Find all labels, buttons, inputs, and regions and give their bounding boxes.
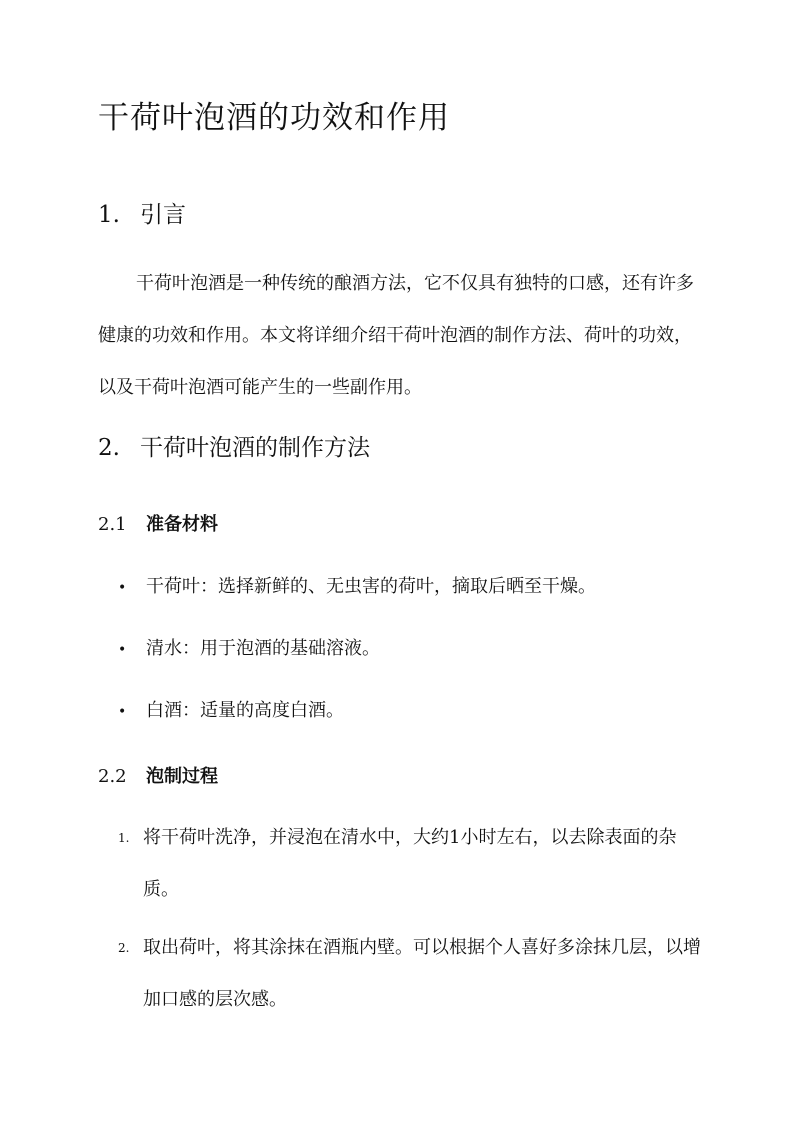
subsection-heading-process (98, 762, 218, 788)
section-title: 干荷叶泡酒的制作方法 (140, 435, 370, 461)
subsection-heading-materials (98, 510, 218, 536)
section-heading-introduction (98, 196, 186, 229)
list-item (118, 634, 380, 660)
list-item-text: 白酒：适量的高度白酒。 (146, 700, 344, 721)
bullet-icon: • (118, 704, 127, 720)
section-heading-method (98, 429, 370, 462)
subsection-number: 2.1 (98, 514, 127, 535)
introduction-paragraph: 干荷叶泡酒是一种传统的酿酒方法，它不仅具有独特的口感，还有许多健康的功效和作用。本文将详细介绍干荷叶泡酒的制作方法、荷叶的功效，以及干荷叶泡酒可能产生的一些副作用。 (98, 273, 694, 398)
list-item-text: 清水：用于泡酒的基础溶液。 (146, 638, 380, 659)
section-number: 2. (98, 435, 120, 461)
subsection-title: 准备材料 (146, 514, 218, 535)
list-item (118, 812, 708, 916)
document-title: 干荷叶泡酒的功效和作用 (98, 100, 450, 136)
list-item-text: 干荷叶：选择新鲜的、无虫害的荷叶，摘取后晒至干燥。 (146, 576, 596, 597)
list-item (118, 572, 596, 598)
section-number: 1. (98, 202, 120, 228)
bullet-icon: • (118, 642, 127, 658)
list-number: 1. (118, 831, 130, 845)
subsection-number: 2.2 (98, 766, 127, 787)
subsection-title: 泡制过程 (146, 766, 218, 787)
list-item-text: 将干荷叶洗净，并浸泡在清水中，大约1小时左右，以去除表面的杂质。 (143, 827, 677, 900)
section-title: 引言 (140, 202, 186, 228)
list-item (118, 922, 708, 1026)
list-item-text: 取出荷叶，将其涂抹在酒瓶内壁。可以根据个人喜好多涂抹几层，以增加口感的层次感。 (143, 937, 701, 1010)
list-number: 2. (118, 941, 130, 955)
bullet-icon: • (118, 580, 127, 596)
list-item (118, 696, 344, 722)
